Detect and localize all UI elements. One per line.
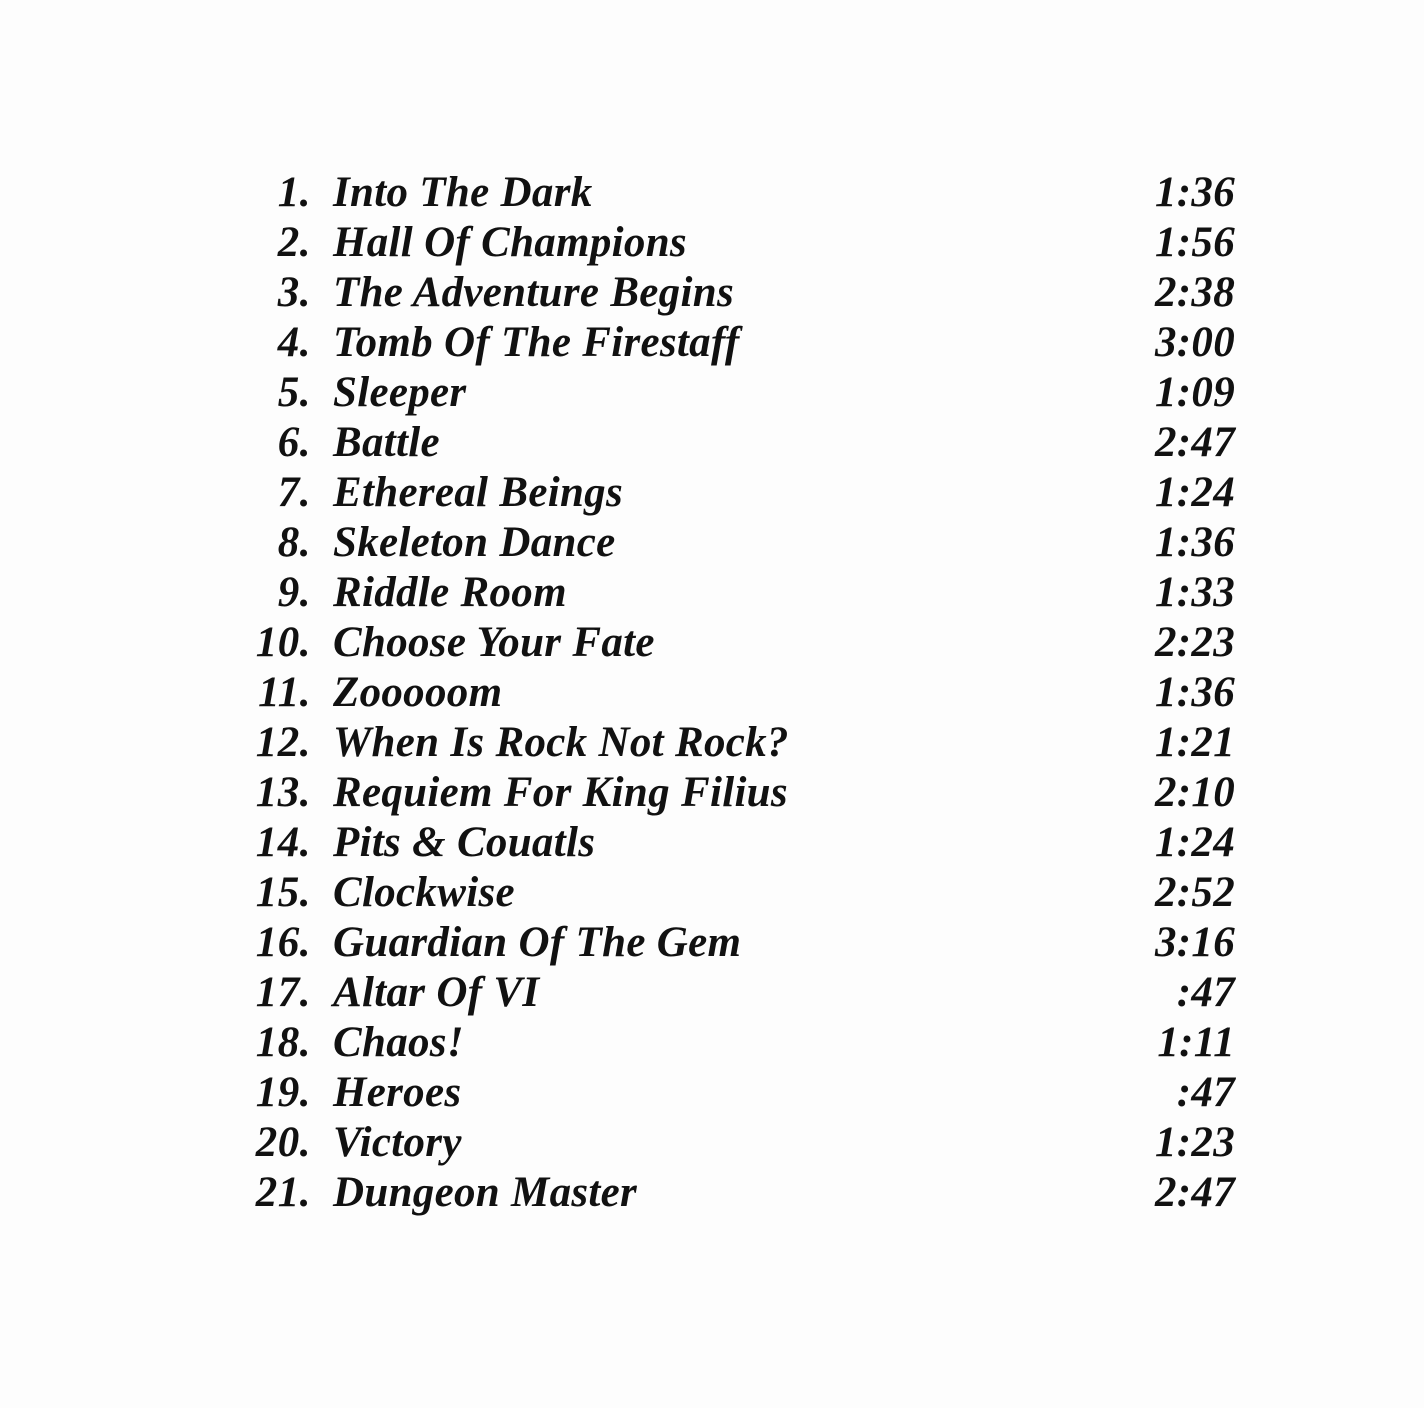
track-title: Choose Your Fate <box>333 619 655 666</box>
track-title: The Adventure Begins <box>333 269 734 316</box>
track-row <box>215 1118 1235 1168</box>
track-title: Pits & Couatls <box>333 819 596 866</box>
track-number: 21. <box>255 1169 311 1216</box>
track-number: 6. <box>277 419 311 466</box>
track-title: Requiem For King Filius <box>333 769 788 816</box>
track-row <box>215 968 1235 1018</box>
track-row <box>215 718 1235 768</box>
track-duration: 2:23 <box>1154 619 1235 666</box>
track-title: Chaos! <box>333 1019 464 1066</box>
track-row <box>215 218 1235 268</box>
track-number: 18. <box>255 1019 311 1066</box>
track-row <box>215 668 1235 718</box>
track-row <box>215 568 1235 618</box>
track-duration: 1:24 <box>1154 469 1235 516</box>
track-row <box>215 1018 1235 1068</box>
track-row <box>215 1168 1235 1218</box>
track-row <box>215 268 1235 318</box>
track-duration: 1:33 <box>1154 569 1235 616</box>
track-duration: 2:47 <box>1154 1169 1235 1216</box>
track-duration: 1:36 <box>1154 519 1235 566</box>
track-title: Sleeper <box>333 369 467 416</box>
track-title: Dungeon Master <box>333 1169 638 1216</box>
track-row <box>215 1068 1235 1118</box>
track-title: When Is Rock Not Rock? <box>333 719 789 766</box>
track-duration: :47 <box>1176 1069 1235 1116</box>
track-duration: 1:23 <box>1154 1119 1235 1166</box>
track-row <box>215 868 1235 918</box>
track-number: 15. <box>255 869 311 916</box>
track-duration: 2:10 <box>1154 769 1235 816</box>
track-number: 8. <box>277 519 311 566</box>
track-row <box>215 618 1235 668</box>
track-title: Hall Of Champions <box>333 219 687 266</box>
track-row <box>215 368 1235 418</box>
track-row <box>215 818 1235 868</box>
track-title: Zooooom <box>333 669 503 716</box>
track-title: Into The Dark <box>333 169 593 216</box>
track-row <box>215 418 1235 468</box>
track-duration: 3:00 <box>1154 319 1235 366</box>
track-number: 11. <box>258 669 311 716</box>
track-number: 3. <box>277 269 311 316</box>
track-title: Heroes <box>333 1069 462 1116</box>
track-duration: 1:11 <box>1157 1019 1235 1066</box>
track-row <box>215 468 1235 518</box>
track-duration: 1:56 <box>1154 219 1235 266</box>
track-row <box>215 768 1235 818</box>
track-row <box>215 168 1235 218</box>
track-duration: 1:24 <box>1154 819 1235 866</box>
track-number: 12. <box>255 719 311 766</box>
track-row <box>215 918 1235 968</box>
track-duration: 1:21 <box>1154 719 1235 766</box>
track-number: 20. <box>255 1119 311 1166</box>
track-number: 2. <box>277 219 311 266</box>
track-title: Skeleton Dance <box>333 519 616 566</box>
track-duration: 2:52 <box>1154 869 1235 916</box>
track-number: 16. <box>255 919 311 966</box>
track-duration: 1:09 <box>1154 369 1235 416</box>
track-title: Clockwise <box>333 869 515 916</box>
track-number: 7. <box>277 469 311 516</box>
track-duration: 2:47 <box>1154 419 1235 466</box>
track-number: 1. <box>277 169 311 216</box>
track-title: Riddle Room <box>333 569 567 616</box>
track-row <box>215 518 1235 568</box>
track-duration: 2:38 <box>1154 269 1235 316</box>
tracklist <box>215 168 1235 1218</box>
track-number: 10. <box>255 619 311 666</box>
track-duration: 1:36 <box>1154 669 1235 716</box>
track-title: Tomb Of The Firestaff <box>333 319 740 366</box>
track-duration: 1:36 <box>1154 169 1235 216</box>
track-title: Ethereal Beings <box>333 469 624 516</box>
track-title: Battle <box>333 419 440 466</box>
track-title: Victory <box>333 1119 462 1166</box>
track-number: 9. <box>277 569 311 616</box>
track-number: 19. <box>255 1069 311 1116</box>
track-number: 13. <box>255 769 311 816</box>
track-title: Altar Of VI <box>333 969 540 1016</box>
track-number: 14. <box>255 819 311 866</box>
track-number: 17. <box>255 969 311 1016</box>
track-title: Guardian Of The Gem <box>333 919 742 966</box>
track-number: 5. <box>277 369 311 416</box>
track-number: 4. <box>277 319 311 366</box>
track-duration: :47 <box>1176 969 1235 1016</box>
track-duration: 3:16 <box>1154 919 1235 966</box>
track-row <box>215 318 1235 368</box>
